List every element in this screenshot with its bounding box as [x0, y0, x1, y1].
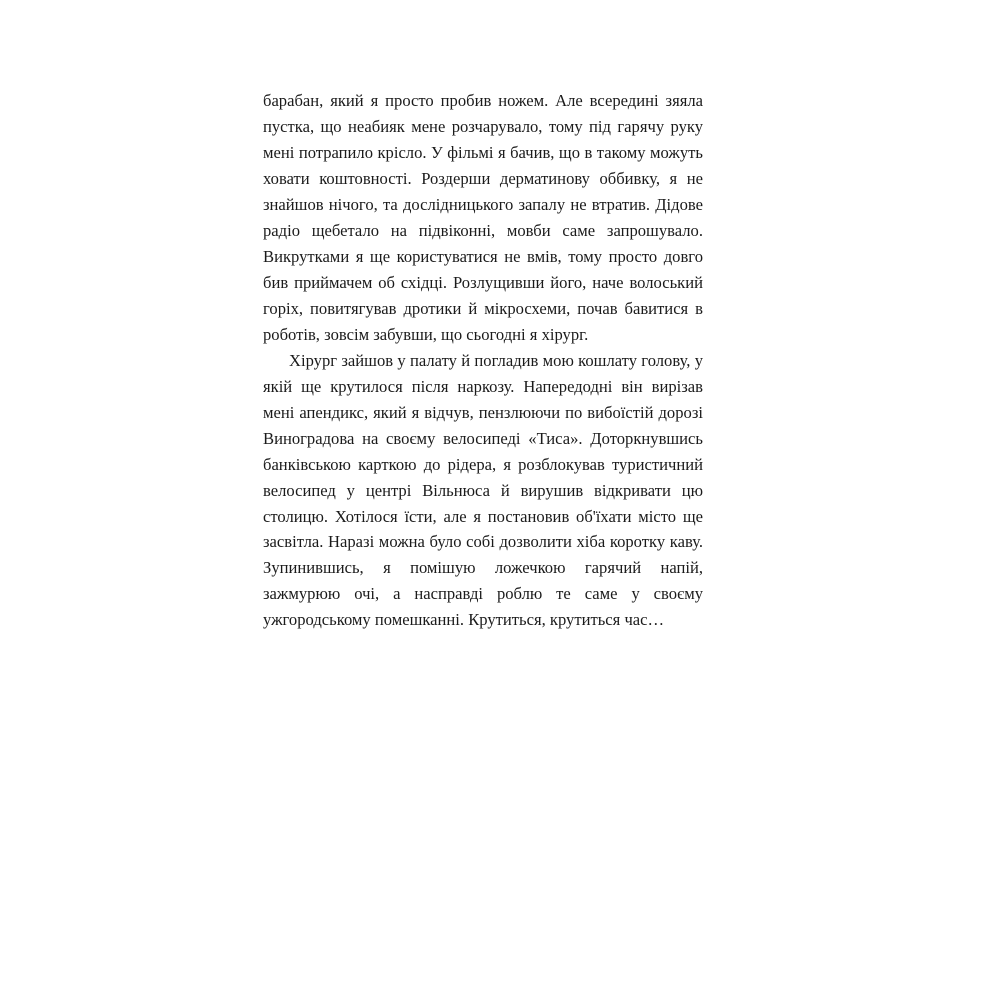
paragraph-2: Хірург зайшов у палату й погладив мою кошлату голову, у якій ще крутилося після наркозу. Напередодні він вирізав мені апендикс, який я відчув, пензлюючи по вибоїстій дорозі Виноградова на своєму велосипеді «Тиса». Доторкнувшись банківською карткою до рідера, я розблокував туристичний велосипед у центрі Вільнюса й вирушив відкривати цю столицю. Хотілося їсти, але я постановив об'їхати місто ще засвітла. Наразі можна було собі дозволити хіба коротку каву. Зупинившись, я помішую ложечкою гарячий напій, зажмурюю очі, а насправді роблю те саме у своєму ужгородському помешканні. Крутиться, крутиться час… [263, 350, 703, 630]
paragraph-1: барабан, який я просто пробив ножем. Але всередині зяяла пустка, що неабияк мене розчарувало, тому під гарячу руку мені потрапило крісло. У фільмі я бачив, що в такому можуть ховати коштовності. Роздерши дерматинову оббивку, я не знайшов нічого, та дослідницького запалу не втратив. Дідове радіо щебетало на підвіконні, мовби саме запрошувало. Викрутками я ще користуватися не вмів, тому просто довго бив приймачем об східці. Розлущивши його, наче волоський горіх, повитягував дротики й мікросхеми, почав бавитися в роботів, зовсім забувши, що сьогодні я хірург. [263, 91, 703, 344]
text-column [263, 88, 703, 633]
